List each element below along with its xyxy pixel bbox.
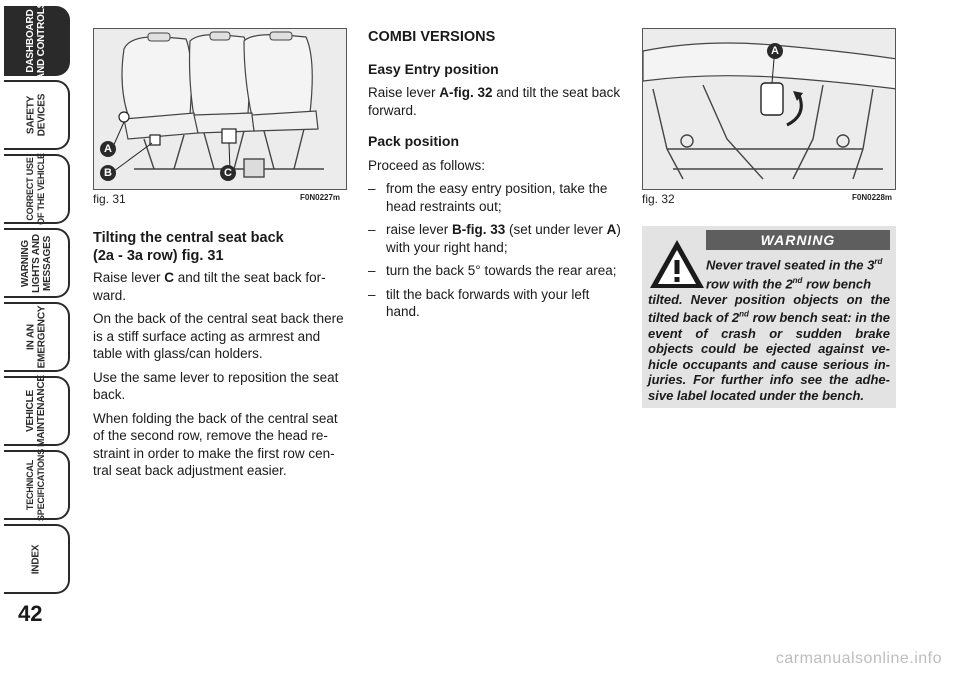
dash: – — [368, 286, 376, 302]
heading-line-2: (2a - 3a row) fig. 31 — [93, 247, 224, 264]
warning-body — [648, 292, 890, 403]
text: tilted. Never position objects on the tilted back of 2 — [648, 291, 890, 326]
tab-label: VEHICLE MAINTENANCE — [25, 375, 47, 447]
paragraph-1 — [93, 269, 349, 304]
warning-line-1 — [648, 254, 890, 273]
callout-c: C — [220, 165, 236, 181]
tab-label: CORRECT USE OF THE VEHICLE — [25, 153, 46, 225]
text: (set under lever — [505, 222, 607, 237]
chapter-tabs — [0, 0, 82, 676]
paragraph-2: On the back of the central seat back there is a stiff surface acting as armrest and table with glass/can holders. — [93, 311, 344, 361]
pack-intro: Proceed as follows: — [368, 157, 486, 173]
section-heading — [93, 230, 349, 265]
text: from the easy entry position, take the head restraints out; — [386, 181, 608, 214]
text: Raise lever — [368, 85, 440, 100]
easy-entry-title: Easy Entry position — [368, 60, 499, 77]
figure-32-code: F0N0228m — [852, 193, 893, 202]
list-item — [368, 286, 624, 321]
text: Never travel seated in the 3 — [706, 257, 875, 273]
fig-ref: B-fig. 33 — [452, 222, 506, 237]
tab-label: DASHBOARD AND CONTROLS — [25, 1, 47, 81]
tab-technical-specifications[interactable] — [4, 450, 70, 520]
dash: – — [368, 222, 376, 237]
dash: – — [368, 263, 376, 278]
superscript: nd — [792, 275, 803, 285]
text: and tilt the seat back forward. — [368, 85, 621, 118]
list-item — [368, 221, 624, 256]
easy-entry-text — [368, 84, 624, 119]
seats-drawing — [94, 29, 347, 190]
watermark: carmanualsonline.info — [775, 650, 942, 667]
text: tilt the back forwards with your left hand. — [386, 286, 590, 319]
tab-warning-lights[interactable] — [4, 228, 70, 298]
tab-in-an-emergency[interactable] — [4, 302, 70, 372]
superscript: nd — [739, 310, 749, 320]
warning-title: WARNING — [706, 230, 890, 250]
tab-safety-devices[interactable] — [4, 80, 70, 150]
text: Raise lever — [93, 270, 165, 285]
page-number: 42 — [18, 601, 43, 626]
warning-box — [642, 226, 896, 408]
paragraph-4: When folding the back of the central seat of the second row, remove the head re-straint in order to make the first row cen-tral seat back adjustment easier. — [93, 410, 338, 478]
list-item — [368, 180, 624, 215]
tab-label: INDEX — [30, 544, 42, 574]
figure-31-caption: fig. 31 — [93, 192, 126, 206]
text: row with the 2 — [706, 276, 793, 292]
pack-title: Pack position — [368, 133, 460, 149]
text: and tilt the seat back for-ward. — [93, 270, 326, 303]
superscript: rd — [874, 257, 883, 266]
text: row bench seat: in the event of crash or sudden brake objects could be ejected against ve-hicle occupants and cause serious in-juries. For further info see the adhe-sive label located under the bench. — [648, 310, 890, 403]
lever-c-ref: C — [164, 270, 175, 285]
left-column — [93, 230, 349, 486]
tab-label: TECHNICAL SPECIFICATIONS — [25, 448, 47, 522]
tab-vehicle-maintenance[interactable] — [4, 376, 70, 446]
figure-31-seats-illustration — [93, 28, 347, 190]
text: raise lever — [386, 222, 453, 237]
tab-index[interactable] — [4, 524, 70, 594]
figure-31-code: F0N0227m — [300, 193, 341, 202]
text: ) with your right hand; — [386, 222, 621, 255]
list-item — [368, 262, 624, 280]
warning-text — [648, 254, 890, 403]
tab-label: SAFETY DEVICES — [24, 93, 47, 137]
heading-line-1: Tilting the central seat back — [93, 230, 284, 246]
combi-heading: COMBI VERSIONS — [368, 29, 496, 45]
paragraph-3: Use the same lever to reposition the seat back. — [93, 369, 339, 402]
dash: – — [368, 181, 376, 196]
lever-ref: A — [606, 222, 617, 237]
tab-correct-use[interactable] — [4, 154, 70, 224]
text: row bench — [802, 276, 872, 292]
fig-ref: A-fig. 32 — [439, 85, 493, 100]
warning-line-2 — [648, 273, 890, 292]
tab-label: IN AN EMERGENCY — [25, 305, 47, 369]
callout-a: A — [100, 141, 116, 157]
figure-32-caption: fig. 32 — [642, 192, 675, 206]
figure-32-bench-illustration — [642, 28, 896, 190]
tab-label: WARNING LIGHTS AND MESSAGES — [19, 233, 53, 293]
text: turn the back 5° towards the rear area; — [386, 263, 617, 278]
middle-column — [368, 29, 624, 327]
callout-b: B — [100, 165, 116, 181]
tab-dashboard-and-controls[interactable] — [4, 1, 70, 81]
callout-a: A — [767, 43, 783, 59]
